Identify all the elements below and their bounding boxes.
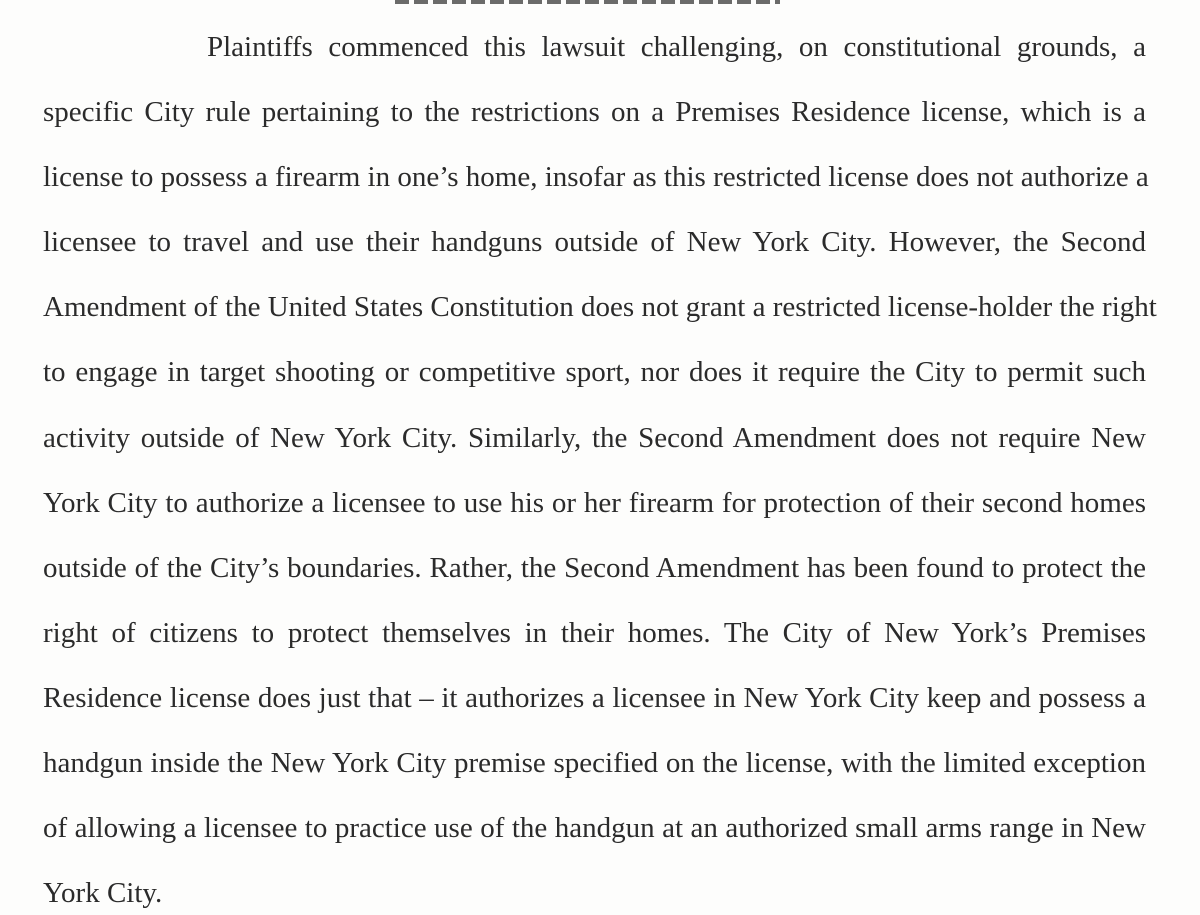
paragraph-line: Residence license does just that – it authorizes a licensee in New York City keep and possess a bbox=[43, 681, 1146, 714]
paragraph-line: York City. bbox=[43, 877, 163, 910]
paragraph-line: outside of the City’s boundaries. Rather, the Second Amendment has been found to protect the bbox=[43, 551, 1146, 584]
body-paragraph bbox=[43, 15, 1157, 915]
paragraph-line: licensee to travel and use their handguns outside of New York City. However, the Second bbox=[43, 226, 1146, 259]
paragraph-line: Plaintiffs commenced this lawsuit challenging, on constitutional grounds, a bbox=[207, 31, 1146, 63]
paragraph-line: Amendment of the United States Constitution does not grant a restricted license-holder the right bbox=[43, 291, 1157, 324]
paragraph-line: activity outside of New York City. Similarly, the Second Amendment does not require New bbox=[43, 421, 1146, 454]
paragraph-line: license to possess a firearm in one’s home, insofar as this restricted license does not authorize a bbox=[43, 161, 1149, 194]
paragraph-line: to engage in target shooting or competitive sport, nor does it require the City to permit such bbox=[43, 356, 1146, 389]
paragraph-line: of allowing a licensee to practice use of the handgun at an authorized small arms range in New bbox=[43, 812, 1146, 845]
paragraph-line: specific City rule pertaining to the restrictions on a Premises Residence license, which is a bbox=[43, 96, 1146, 129]
paragraph-line: handgun inside the New York City premise specified on the license, with the limited exception bbox=[43, 747, 1146, 780]
cutoff-heading bbox=[395, 0, 780, 4]
paragraph-line: right of citizens to protect themselves in their homes. The City of New York’s Premises bbox=[43, 616, 1146, 649]
paragraph-line: York City to authorize a licensee to use his or her firearm for protection of their second homes bbox=[43, 486, 1146, 519]
